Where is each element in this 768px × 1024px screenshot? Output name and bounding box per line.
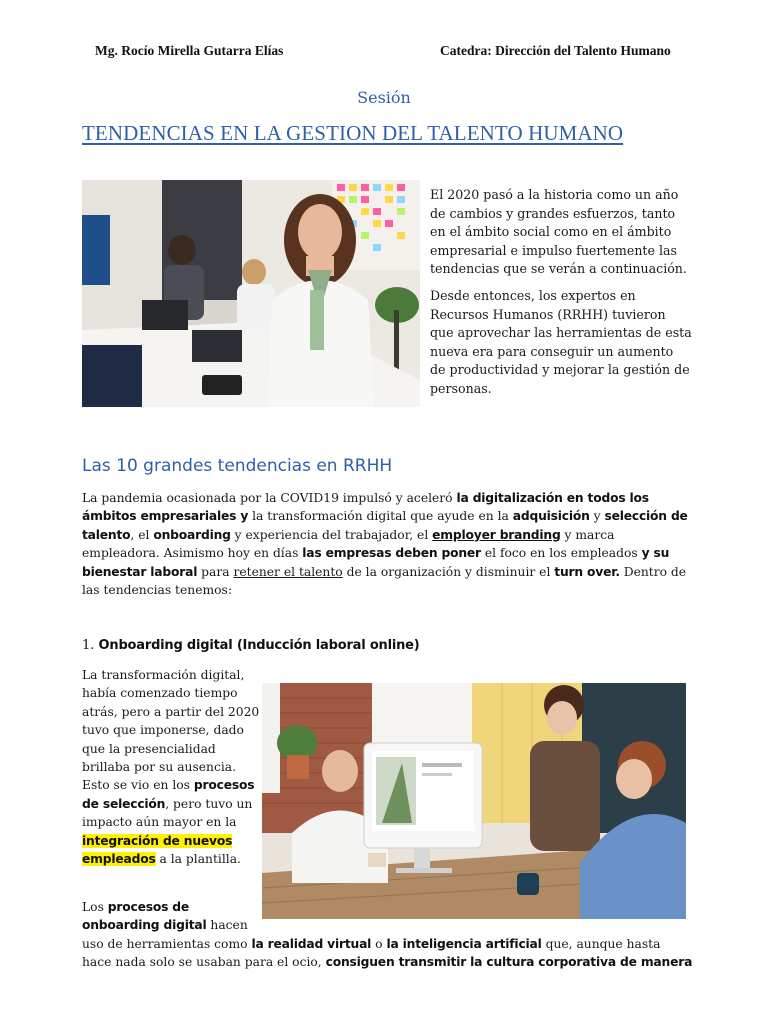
text-run: a la plantilla. (155, 852, 241, 867)
text-run: que, aunque hasta (541, 936, 661, 951)
bold-run: y su bienestar laboral (82, 546, 670, 579)
text-run: La pandemia ocasionada por la COVID19 impulsó y aceleró (82, 491, 457, 505)
underlined-run: retener el talento (233, 564, 343, 579)
text-run: Los (82, 900, 108, 914)
intro-text (430, 186, 692, 407)
text-run: y marca empleadora. Asimismo hoy en días (82, 527, 615, 561)
list-item-heading (82, 638, 420, 653)
intro-paragraph-1: El 2020 pasó a la historia como un año de cambios y grandes esfuerzos, tanto en el ámbito social como en el ámbito empresarial e impulso fuertemente las tendencias que se verán a continuación. (430, 187, 687, 277)
text-line (82, 953, 693, 971)
text-run: uso de herramientas como (82, 936, 252, 951)
text-run: de la organización y disminuir el (342, 564, 555, 579)
text-line (82, 898, 690, 916)
bold-run: la digitalización en todos los ámbitos empresariales y (82, 491, 649, 524)
text-run: , pero tuvo un impacto aún mayor en la (82, 796, 253, 830)
onboarding-text (82, 666, 264, 868)
text-run: Dentro de las tendencias tenemos: (82, 564, 687, 598)
bold-run: las empresas deben poner (302, 546, 481, 561)
header-course: Catedra: Dirección del Talento Humano (440, 43, 671, 58)
onboarding-continued-text (82, 898, 693, 972)
highlighted-run: integración de nuevos empleados (82, 833, 233, 867)
document-title: TENDENCIAS EN LA GESTION DEL TALENTO HUMANO (82, 121, 624, 145)
bold-run: onboarding (153, 527, 231, 542)
bold-run: la inteligencia artificial (386, 936, 542, 951)
bold-run: turn over. (554, 564, 620, 579)
text-run: y (589, 509, 605, 524)
section-heading: Las 10 grandes tendencias en RRHH (82, 456, 393, 476)
text-run: hacen (206, 918, 248, 933)
text-run: La transformación digital, había comenzado tiempo atrás, pero a partir del 2020 tuvo que imponerse, dado que la presencialidad brillaba por su ausencia. Esto se vio en los (82, 668, 260, 793)
text-run: la transformación digital que ayude en la (248, 509, 513, 524)
meeting-computer-photo (262, 683, 686, 919)
session-label: Sesión (357, 88, 411, 107)
bold-run: consiguen transmitir la cultura corporativa de manera (325, 955, 693, 970)
trends-paragraph (82, 489, 688, 599)
intro-paragraph-2: Desde entonces, los expertos en Recursos Humanos (RRHH) tuvieron que aprovechar las herramientas de esta nueva era para conseguir un aumento de productividad y mejorar la gestión de personas. (430, 287, 692, 396)
header-author: Mg. Rocío Mirella Gutarra Elías (95, 43, 284, 58)
list-label: Onboarding digital (Inducción laboral online) (98, 638, 420, 653)
bold-run: adquisición (512, 509, 590, 524)
text-run: y experiencia del trabajador, el (230, 527, 433, 542)
text-run: hace nada solo se usaban para el ocio, (82, 955, 326, 970)
bold-run: procesos de (107, 900, 190, 914)
text-run: , el (130, 527, 154, 542)
office-team-photo (82, 180, 420, 407)
bold-run: selección de talento (82, 509, 688, 542)
list-number: 1. (82, 638, 99, 653)
text-line (82, 935, 690, 953)
bold-run: onboarding digital (82, 918, 207, 933)
bold-underlined-run: employer branding (432, 527, 561, 542)
text-run: el foco en los empleados (480, 546, 642, 561)
text-run: o (371, 936, 387, 951)
bold-run: procesos de selección (82, 778, 255, 811)
text-run: para (197, 564, 234, 579)
bold-run: la realidad virtual (251, 936, 372, 951)
text-line (82, 916, 690, 934)
